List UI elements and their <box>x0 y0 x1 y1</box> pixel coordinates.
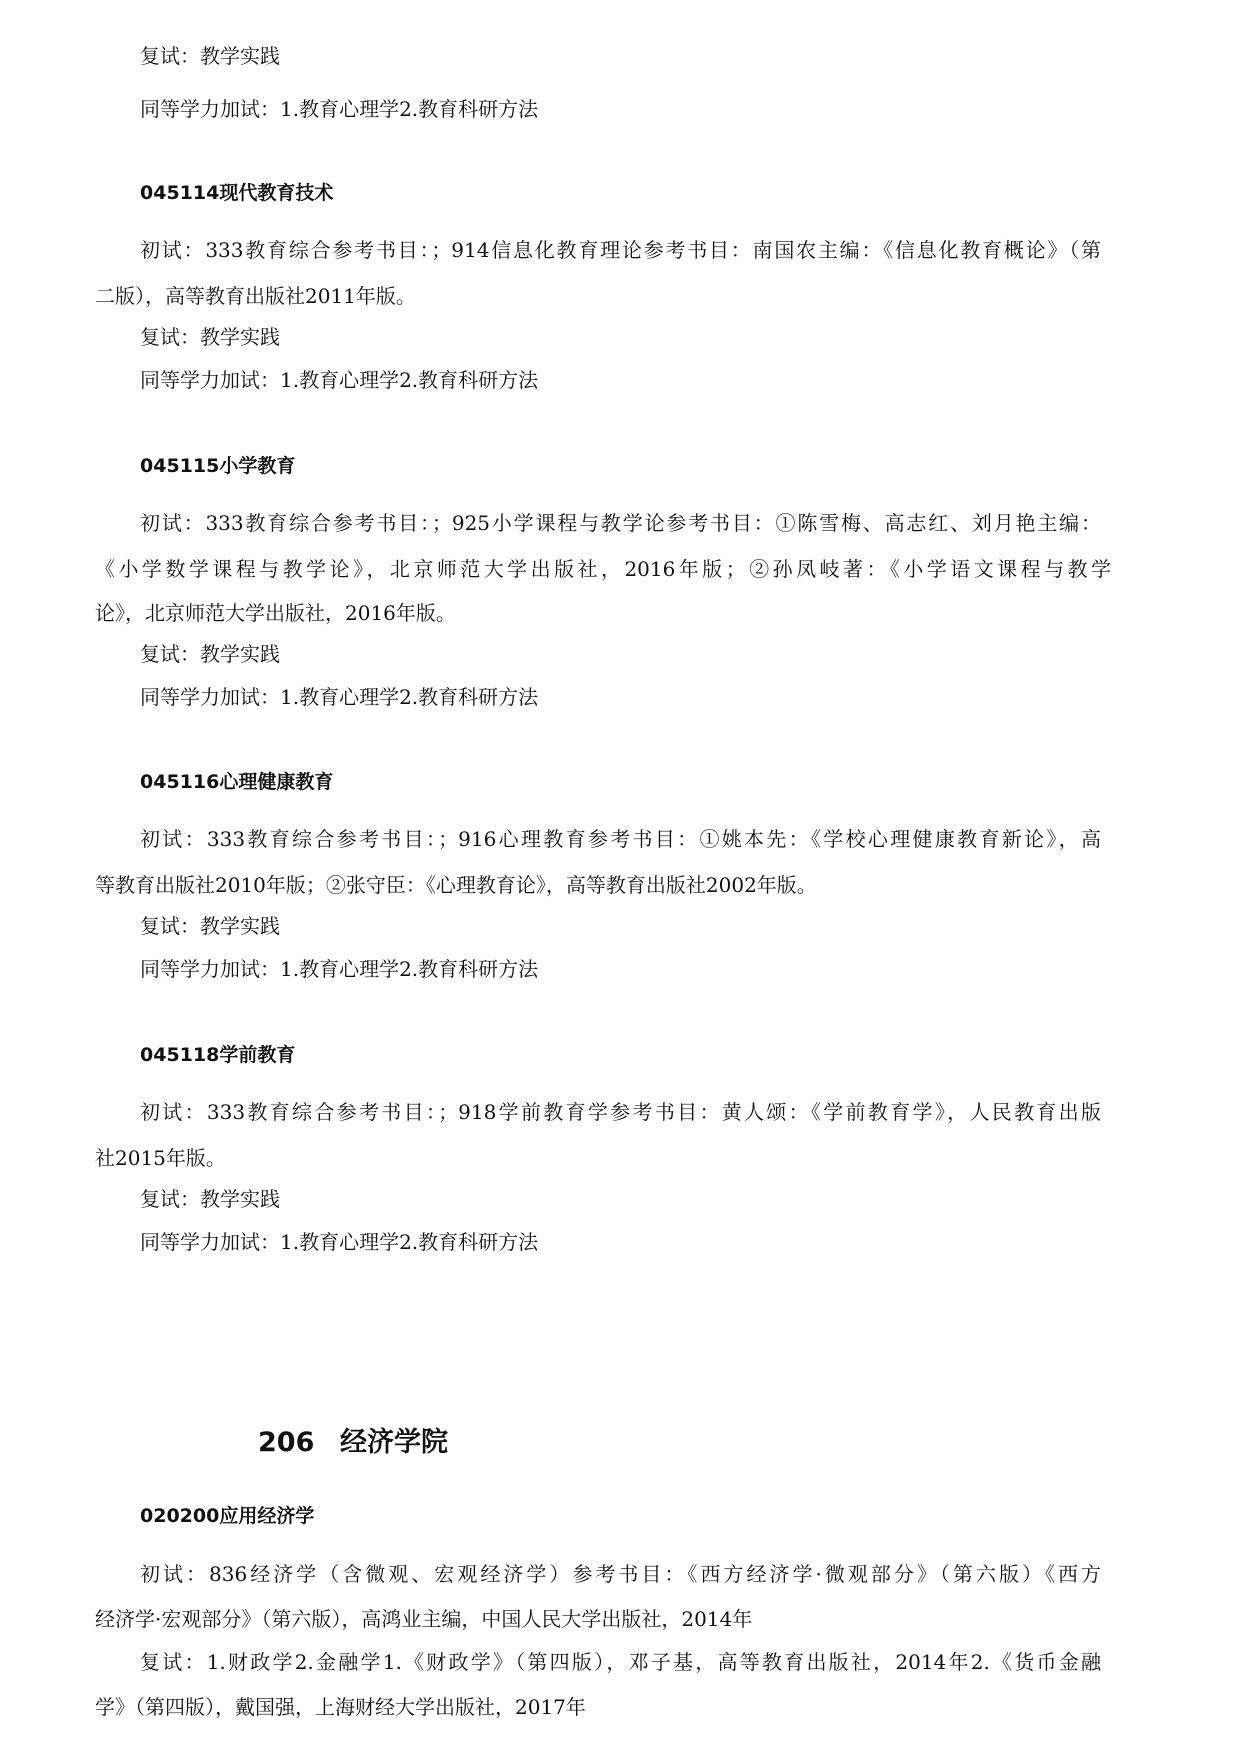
retest-line: 复试：教学实践 <box>140 44 280 68</box>
retest-line: 复试：1.财政学2.金融学1.《财政学》（第四版），邓子基，高等教育出版社，2014年2.《货币金融 <box>140 1650 1101 1674</box>
program-heading-020200: 020200应用经济学 <box>140 1505 315 1527</box>
equivalent-exam-line: 同等学力加试：1.教育心理学2.教育科研方法 <box>140 97 539 121</box>
initial-exam-line: 初试：836经济学（含微观、宏观经济学）参考书目：《西方经济学·微观部分》（第六版）《西方 <box>140 1562 1101 1586</box>
initial-exam-line: 初试：333教育综合参考书目：；914信息化教育理论参考书目：南国农主编：《信息化教育概论》（第 <box>140 238 1101 262</box>
retest-line: 复试：教学实践 <box>140 1187 280 1211</box>
college-code: 206 <box>258 1427 315 1458</box>
program-heading-045115: 045115小学教育 <box>140 455 296 477</box>
retest-line: 复试：教学实践 <box>140 642 280 666</box>
retest-line: 复试：教学实践 <box>140 914 280 938</box>
initial-exam-line: 初试：333教育综合参考书目：；925小学课程与教学论参考书目：①陈雪梅、高志红、刘月艳主编： <box>140 511 1101 535</box>
college-name: 经济学院 <box>340 1427 448 1458</box>
initial-exam-line: 初试：333教育综合参考书目：；916心理教育参考书目：①姚本先：《学校心理健康教育新论》，高 <box>140 827 1101 851</box>
program-heading-045118: 045118学前教育 <box>140 1044 296 1066</box>
program-heading-045114: 045114现代教育技术 <box>140 182 334 204</box>
equivalent-exam-line: 同等学力加试：1.教育心理学2.教育科研方法 <box>140 368 539 392</box>
initial-exam-line-cont: 二版），高等教育出版社2011年版。 <box>95 284 416 308</box>
equivalent-exam-line: 同等学力加试：1.教育心理学2.教育科研方法 <box>140 1230 539 1254</box>
initial-exam-line-cont: 论》，北京师范大学出版社，2016年版。 <box>95 601 456 625</box>
retest-line: 复试：教学实践 <box>140 325 280 349</box>
initial-exam-line-cont: 《小学数学课程与教学论》，北京师范大学出版社，2016年版；②孙凤岐著：《小学语文课程与教学 <box>95 557 1111 581</box>
initial-exam-line-cont: 等教育出版社2010年版；②张守臣：《心理教育论》，高等教育出版社2002年版。 <box>95 873 817 897</box>
initial-exam-line-cont: 社2015年版。 <box>95 1146 226 1170</box>
initial-exam-line: 初试：333教育综合参考书目：；918学前教育学参考书目：黄人颂：《学前教育学》，人民教育出版 <box>140 1100 1101 1124</box>
equivalent-exam-line: 同等学力加试：1.教育心理学2.教育科研方法 <box>140 685 539 709</box>
program-heading-045116: 045116心理健康教育 <box>140 771 334 793</box>
equivalent-exam-line: 同等学力加试：1.教育心理学2.教育科研方法 <box>140 957 539 981</box>
retest-line-cont: 学》（第四版），戴国强，上海财经大学出版社，2017年 <box>95 1695 586 1719</box>
initial-exam-line-cont: 经济学·宏观部分》（第六版），高鸿业主编，中国人民大学出版社，2014年 <box>95 1607 753 1631</box>
